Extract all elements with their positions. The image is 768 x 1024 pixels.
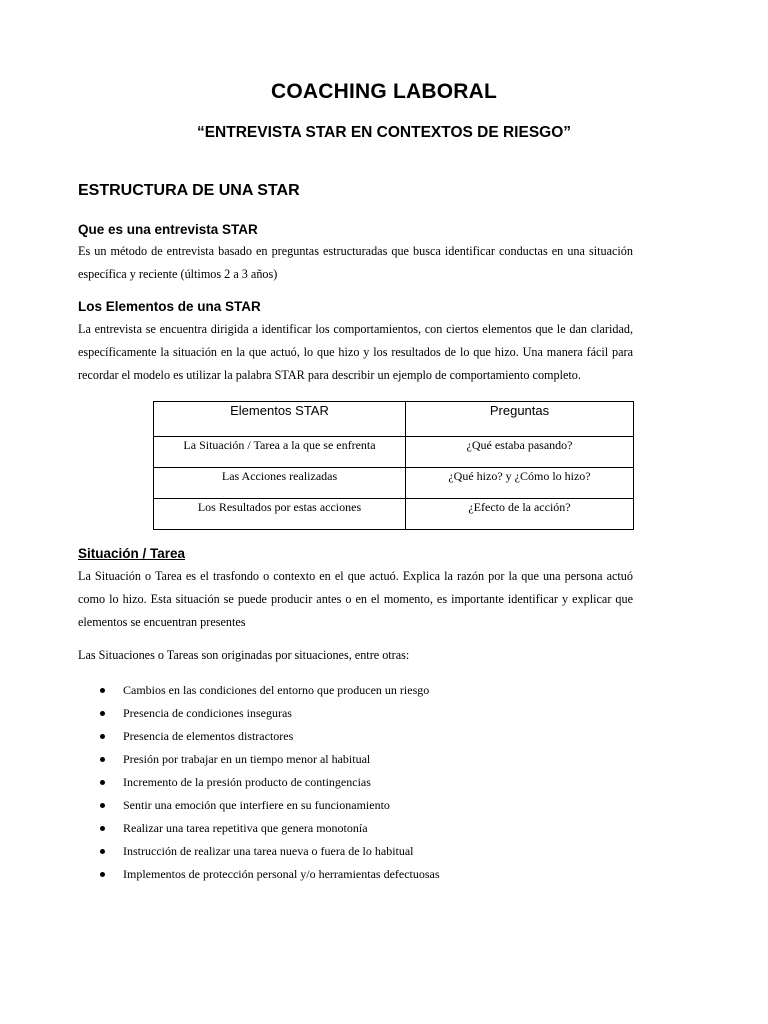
list-item	[100, 794, 600, 817]
list-item	[100, 863, 600, 886]
table-header-cell: Preguntas	[406, 402, 634, 437]
situacion-paragraph: La Situación o Tarea es el trasfondo o contexto en el que actuó. Explica la razón por la que una persona actuó como lo hizo. Esta situación se puede producir antes o en el momento, es importante identificar y explicar que elementos se encuentran presentes	[78, 569, 633, 629]
situacion-intro: Las Situaciones o Tareas son originadas por situaciones, entre otras:	[78, 648, 410, 662]
list-item	[100, 771, 600, 794]
bullet-icon	[100, 826, 105, 831]
table-cell: ¿Efecto de la acción?	[406, 499, 634, 530]
bullet-icon	[100, 849, 105, 854]
list-item-text: Presencia de condiciones inseguras	[123, 706, 292, 720]
list-item	[100, 679, 600, 702]
list-item-text: Implementos de protección personal y/o herramientas defectuosas	[123, 867, 440, 881]
bullet-icon	[100, 688, 105, 693]
bullet-icon	[100, 757, 105, 762]
list-item-text: Presión por trabajar en un tiempo menor al habitual	[123, 752, 371, 766]
table-cell: La Situación / Tarea a la que se enfrenta	[154, 437, 406, 468]
list-item-text: Instrucción de realizar una tarea nueva o fuera de lo habitual	[123, 844, 414, 858]
star-table	[153, 401, 634, 530]
section-heading: ESTRUCTURA DE UNA STAR	[78, 182, 300, 199]
situacion-list	[100, 679, 600, 886]
table-header-row	[154, 402, 634, 437]
list-item-text: Presencia de elementos distractores	[123, 729, 294, 743]
q1-heading: Que es una entrevista STAR	[78, 222, 258, 237]
table-row	[154, 499, 634, 530]
q2-paragraph: La entrevista se encuentra dirigida a identificar los comportamientos, con ciertos elementos que le dan claridad, específicamente la situación en la que actuó, lo que hizo y los resultados de lo que hizo. Una manera fácil para recordar el modelo es utilizar la palabra STAR para describir un ejemplo de comportamiento completo.	[78, 322, 633, 382]
q2-heading: Los Elementos de una STAR	[78, 299, 261, 314]
table-row	[154, 468, 634, 499]
bullet-icon	[100, 711, 105, 716]
list-item	[100, 702, 600, 725]
list-item-text: Realizar una tarea repetitiva que genera monotonía	[123, 821, 368, 835]
bullet-icon	[100, 803, 105, 808]
list-item-text: Sentir una emoción que interfiere en su funcionamiento	[123, 798, 390, 812]
bullet-icon	[100, 780, 105, 785]
list-item-text: Incremento de la presión producto de contingencias	[123, 775, 371, 789]
bullet-icon	[100, 734, 105, 739]
bullet-icon	[100, 872, 105, 877]
table-cell: Los Resultados por estas acciones	[154, 499, 406, 530]
table-cell: ¿Qué estaba pasando?	[406, 437, 634, 468]
list-item	[100, 748, 600, 771]
list-item	[100, 840, 600, 863]
list-item	[100, 817, 600, 840]
document-title: COACHING LABORAL	[270, 80, 498, 103]
table-cell: ¿Qué hizo? y ¿Cómo lo hizo?	[406, 468, 634, 499]
table-header-cell: Elementos STAR	[154, 402, 406, 437]
list-item	[100, 725, 600, 748]
list-item-text: Cambios en las condiciones del entorno que producen un riesgo	[123, 683, 430, 697]
q1-paragraph: Es un método de entrevista basado en preguntas estructuradas que busca identificar conductas en una situación específica y reciente (últimos 2 a 3 años)	[78, 244, 633, 281]
situacion-heading: Situación / Tarea	[78, 546, 186, 561]
table-cell: Las Acciones realizadas	[154, 468, 406, 499]
table-row	[154, 437, 634, 468]
document-subtitle: “ENTREVISTA STAR EN CONTEXTOS DE RIESGO”	[196, 124, 572, 141]
